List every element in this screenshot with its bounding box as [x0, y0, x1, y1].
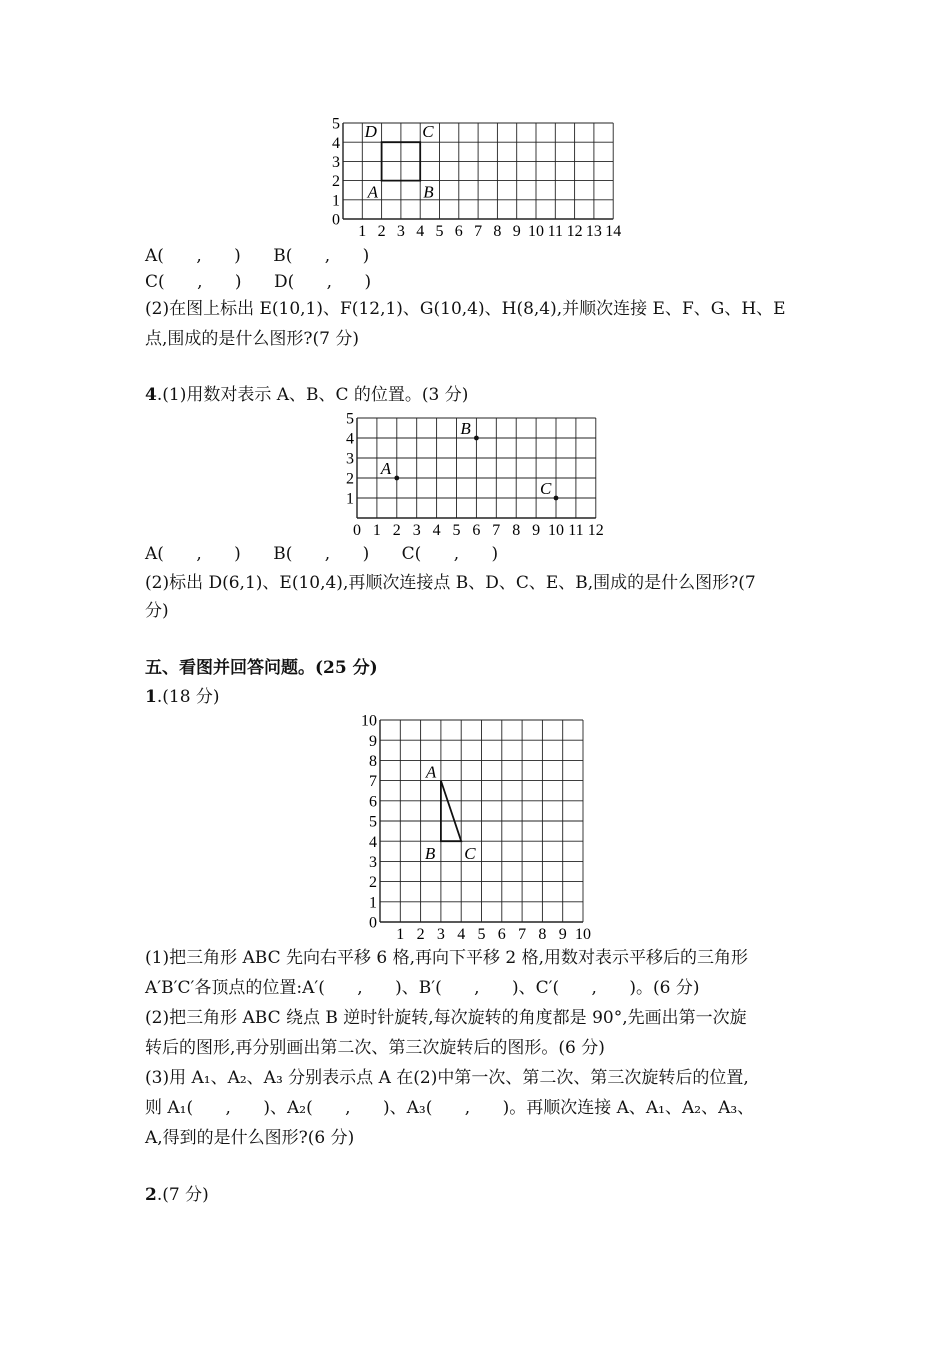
- vertex-label-a: A: [425, 762, 437, 782]
- point-label-b: B: [423, 182, 434, 202]
- x-tick-label: 1: [372, 522, 381, 539]
- q3-part2-line-2: 点,围成的是什么图形?(7 分): [145, 329, 360, 349]
- y-tick-label: 5: [369, 813, 377, 831]
- x-tick-label: 6: [454, 223, 463, 240]
- s5-p1-line-2: A′B′C′各顶点的位置:A′( , )、B′( , )、C′( , )。(6 分): [145, 978, 700, 998]
- q4-heading: [145, 384, 468, 406]
- y-tick-label: 4: [369, 833, 377, 851]
- q4-part1: .(1)用数对表示 A、B、C 的位置。(3 分): [156, 385, 469, 405]
- x-tick-label: 9: [532, 522, 541, 539]
- s5-q1-heading: [145, 686, 220, 708]
- s5-q1-points: .(18 分): [156, 687, 220, 707]
- section5-heading: 五、看图并回答问题。(25 分): [145, 658, 378, 678]
- q4-part2-line-2: 分): [145, 601, 169, 621]
- y-tick-label: 0: [332, 211, 340, 229]
- s5-p3-line-1: (3)用 A₁、A₂、A₃ 分别表示点 A 在(2)中第一次、第二次、第三次旋转后的位置,: [145, 1068, 749, 1088]
- grid-figure-2: [335, 405, 625, 545]
- x-tick-label: 6: [497, 926, 506, 943]
- x-tick-label: 2: [416, 926, 425, 943]
- y-tick-label: 2: [332, 173, 340, 191]
- point-label-b: B: [460, 419, 471, 438]
- s5-q2-points: .(7 分): [156, 1185, 209, 1205]
- x-tick-label: 13: [585, 223, 602, 240]
- y-tick-label: 9: [369, 732, 377, 750]
- x-tick-label: 3: [436, 926, 445, 943]
- s5-q2-heading: [145, 1184, 209, 1206]
- y-tick-label: 1: [332, 192, 340, 210]
- x-tick-label: 4: [457, 926, 466, 943]
- q4-answer-line: A( , ) B( , ) C( , ): [145, 544, 499, 564]
- s5-p2-line-2: 转后的图形,再分别画出第二次、第三次旋转后的图形。(6 分): [145, 1038, 605, 1058]
- x-tick-label: 8: [493, 223, 502, 240]
- y-tick-label: 5: [332, 115, 340, 133]
- s5-p1-line-1: (1)把三角形 ABC 先向右平移 6 格,再向下平移 2 格,用数对表示平移后的三角形: [145, 948, 749, 968]
- y-tick-label: 8: [369, 753, 377, 770]
- point-label-a: A: [380, 459, 392, 478]
- x-tick-label: 5: [452, 522, 461, 539]
- q3-part2-line-1: (2)在图上标出 E(10,1)、F(12,1)、G(10,4)、H(8,4),并顺次连接 E、F、G、H、E: [145, 299, 786, 319]
- q4-number: 4: [145, 385, 157, 405]
- q3-answer-line-2: C( , ) D( , ): [145, 272, 372, 292]
- point-a: [394, 476, 399, 481]
- point-label-c: C: [422, 122, 434, 142]
- x-tick-label: 4: [416, 223, 425, 240]
- x-tick-label: 10: [548, 522, 564, 539]
- point-b: [474, 436, 479, 441]
- x-tick-label: 7: [474, 223, 483, 240]
- s5-p2-line-1: (2)把三角形 ABC 绕点 B 逆时针旋转,每次旋转的角度都是 90°,先画出第一次旋: [145, 1008, 747, 1028]
- y-tick-label: 3: [332, 154, 340, 171]
- q4-part2-line-1: (2)标出 D(6,1)、E(10,4),再顺次连接点 B、D、C、E、B,围成的是什么图形?(7: [145, 573, 756, 593]
- y-tick-label: 1: [346, 490, 354, 508]
- y-tick-label: 1: [369, 894, 377, 912]
- x-tick-label: 5: [477, 926, 486, 943]
- q3-answer-line-1: A( , ) B( , ): [145, 246, 370, 266]
- x-tick-label: 5: [435, 223, 444, 240]
- y-tick-label: 4: [346, 430, 354, 448]
- y-tick-label: 2: [346, 470, 354, 488]
- y-tick-label: 0: [369, 914, 377, 932]
- y-tick-label: 3: [346, 450, 354, 468]
- x-tick-label: 4: [432, 522, 441, 539]
- x-tick-label: 14: [605, 223, 622, 240]
- x-tick-label: 12: [587, 522, 604, 539]
- y-tick-label: 5: [346, 410, 354, 428]
- grid-figure-1: [325, 112, 635, 242]
- x-tick-label: 1: [358, 223, 367, 240]
- x-tick-label: 2: [392, 522, 401, 539]
- x-tick-label: 6: [472, 522, 481, 539]
- x-tick-label: 2: [377, 223, 386, 240]
- point-label-a: A: [367, 182, 378, 202]
- x-tick-label: 9: [558, 926, 567, 943]
- point-c: [554, 496, 559, 501]
- x-tick-label: 12: [566, 223, 583, 240]
- s5-p3-line-2: 则 A₁( , )、A₂( , )、A₃( , )。再顺次连接 A、A₁、A₂、A₃、: [145, 1098, 755, 1118]
- triangle-abc: [441, 781, 461, 842]
- y-tick-label: 7: [369, 773, 377, 791]
- x-tick-label: 8: [538, 926, 547, 943]
- x-tick-label: 3: [396, 223, 405, 240]
- x-tick-label: 7: [518, 926, 527, 943]
- point-label-c: C: [540, 479, 552, 498]
- s5-q2-number: 2: [145, 1185, 157, 1205]
- x-tick-label: 1: [396, 926, 405, 943]
- x-tick-label: 11: [547, 223, 564, 240]
- y-tick-label: 3: [369, 854, 377, 871]
- x-tick-label: 11: [568, 522, 584, 539]
- y-tick-label: 2: [369, 874, 377, 892]
- x-tick-label: 10: [528, 223, 544, 240]
- x-tick-label: 3: [412, 522, 421, 539]
- s5-q1-number: 1: [145, 687, 157, 707]
- x-tick-label: 8: [512, 522, 521, 539]
- y-tick-label: 6: [369, 793, 377, 811]
- vertex-label-b: B: [424, 844, 436, 864]
- x-tick-label: 9: [512, 223, 521, 240]
- y-tick-label: 4: [332, 134, 340, 152]
- x-tick-label: 0: [353, 522, 361, 539]
- vertex-label-c: C: [464, 844, 476, 864]
- point-label-d: D: [364, 122, 377, 142]
- s5-p3-line-3: A,得到的是什么图形?(6 分): [145, 1128, 355, 1148]
- y-tick-label: 10: [361, 712, 377, 730]
- x-tick-label: 10: [575, 926, 591, 943]
- x-tick-label: 7: [492, 522, 501, 539]
- grid-figure-3: [340, 707, 610, 947]
